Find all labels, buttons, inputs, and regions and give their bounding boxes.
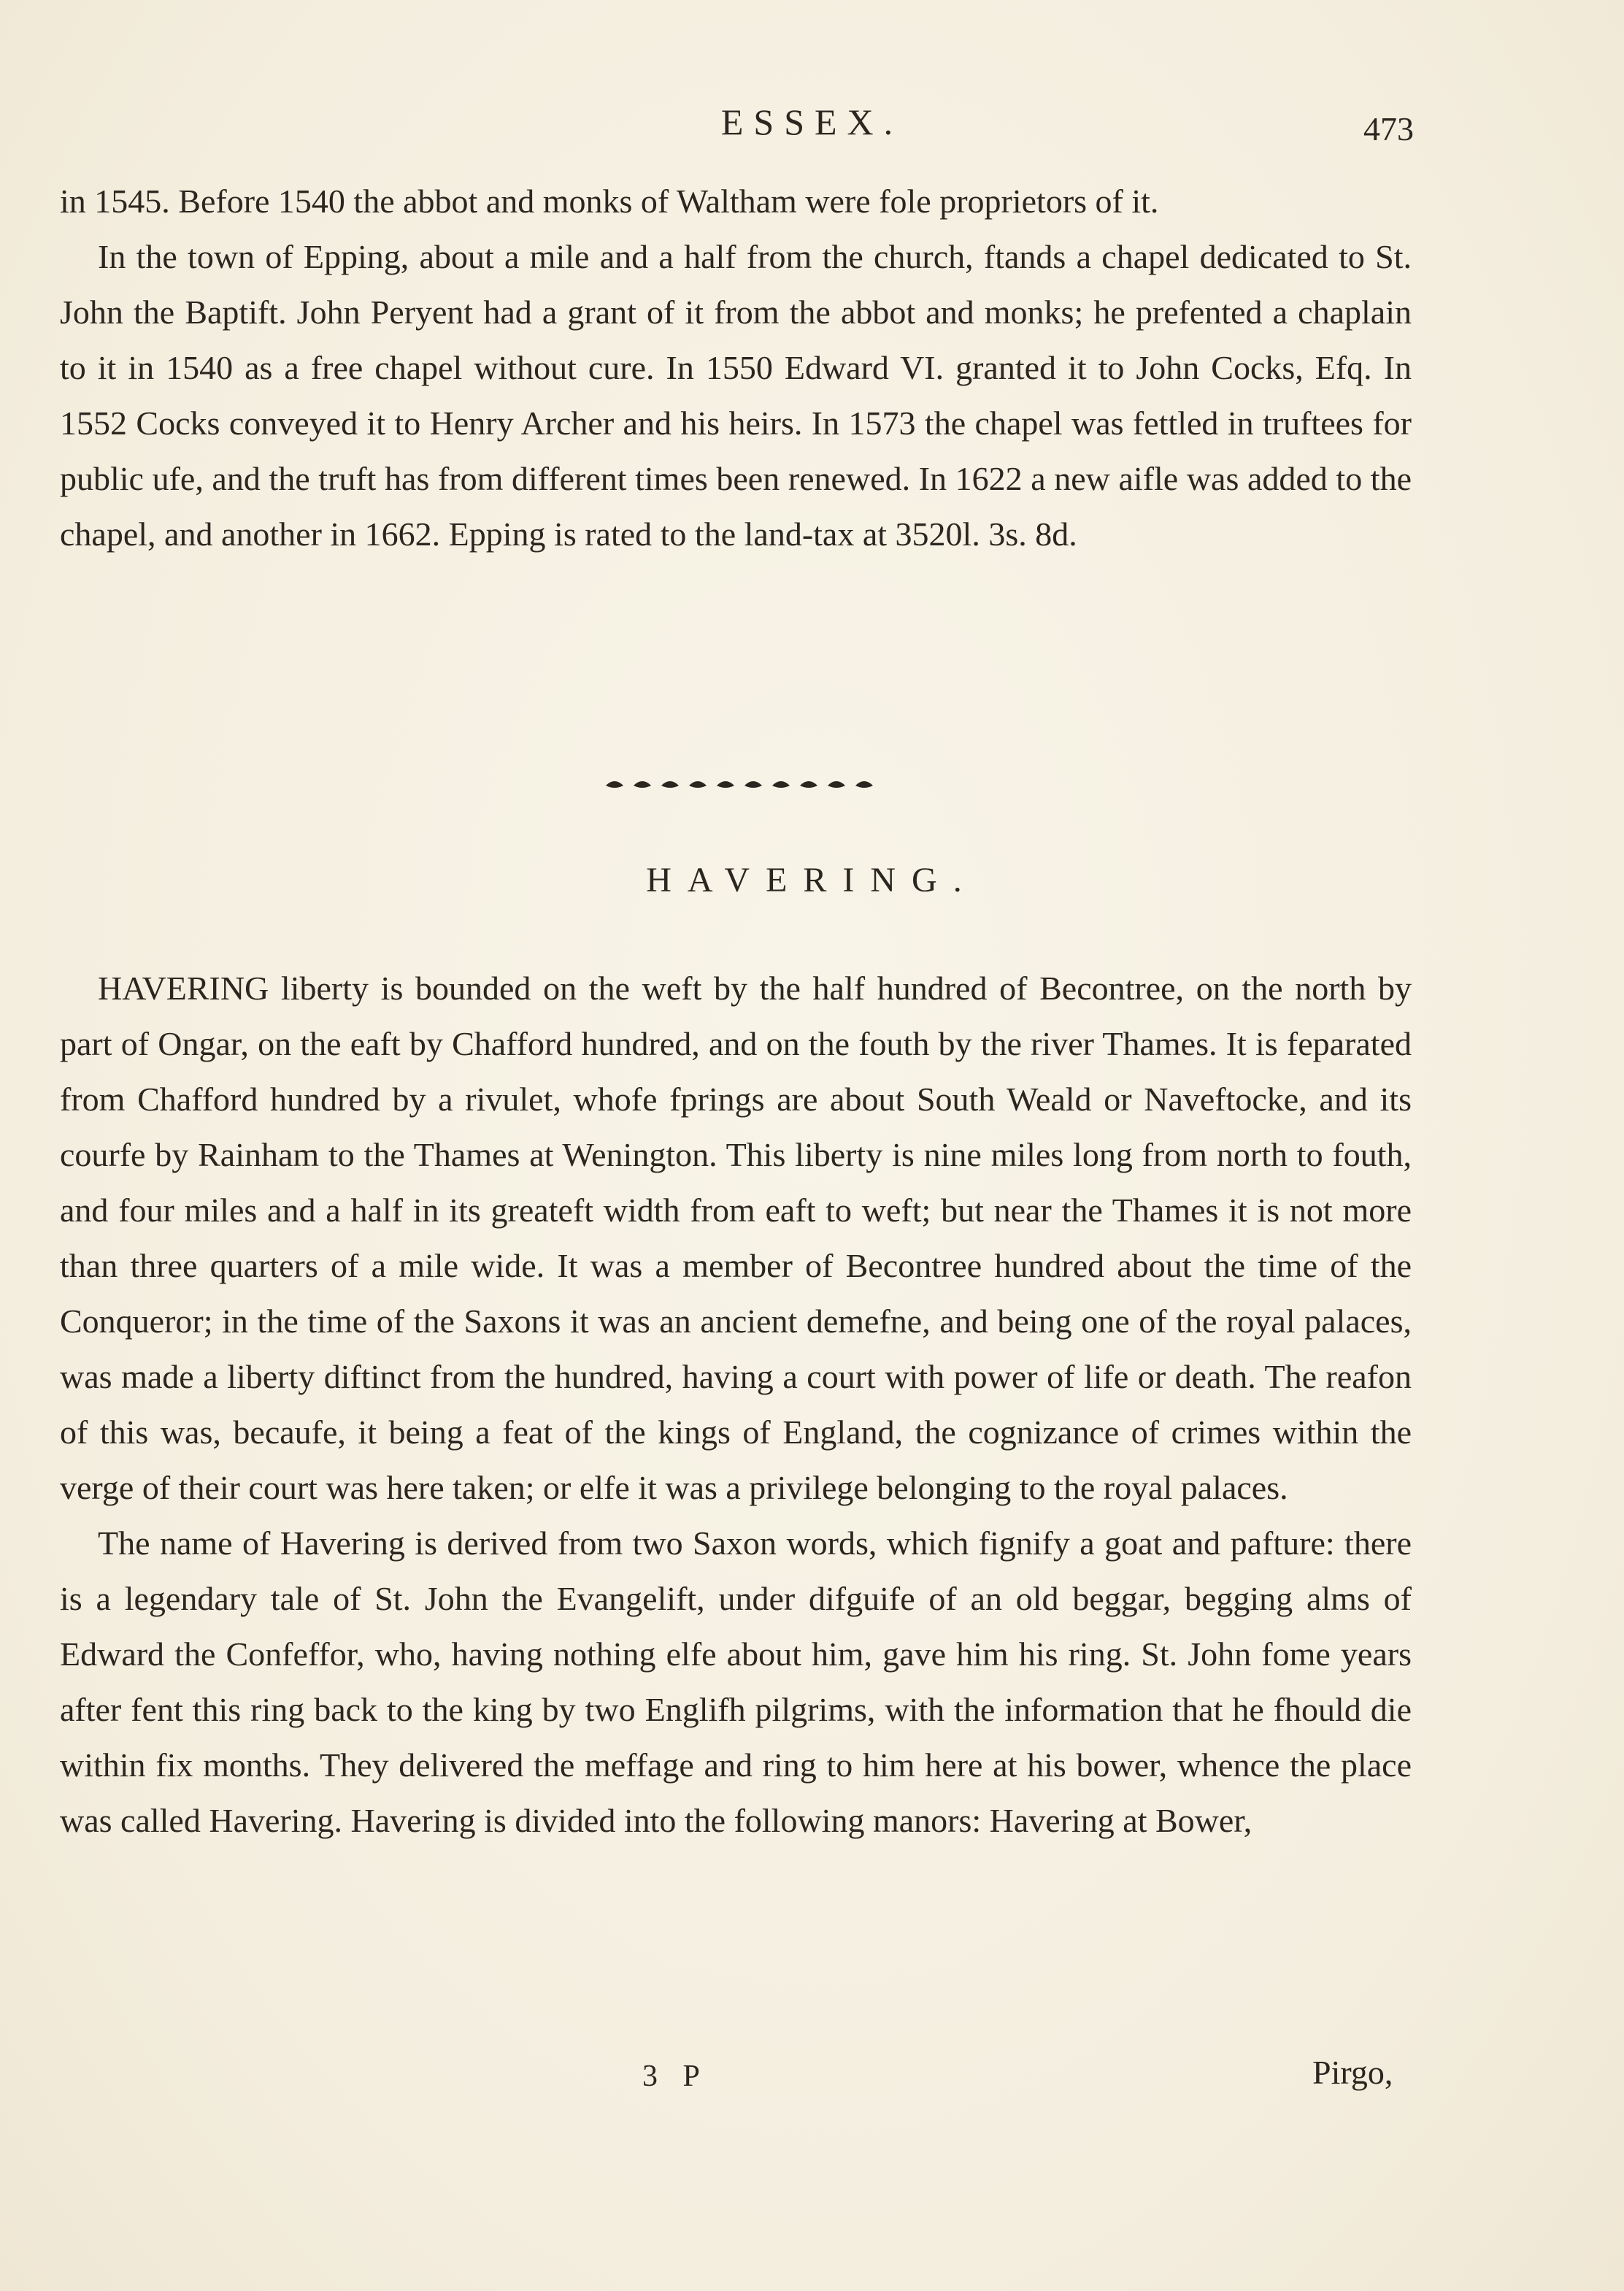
catchword: Pirgo,: [1312, 2054, 1393, 2091]
epping-section: [60, 174, 1412, 562]
havering-paragraph-2: The name of Havering is derived from two Saxon words, which fignify a goat and pafture: there is a legendary tale of St. John the Evangelift, under difguife of an old beggar, begging alms of Edward the Confeffor, who, having nothing elfe about him, gave him his ring. St. John fome years after fent this ring back to the king by two Englifh pilgrims, with the information that he fhould die within fix months. They delivered the meffage and ring to him here at his bower, whence the place was called Havering. Havering is divided into the following manors: Havering at Bower,: [60, 1524, 1412, 1839]
page-number: 473: [1363, 110, 1414, 147]
signature-mark: 3 P: [642, 2060, 709, 2093]
section-title-havering: HAVERING.: [646, 861, 978, 899]
havering-section: [60, 961, 1412, 1849]
havering-paragraph-1: HAVERING liberty is bounded on the weft by the half hundred of Becontree, on the north by part of Ongar, on the eaft by Chafford hundred, and on the fouth by the river Thames. It is feparated from Chafford hundred by a rivulet, whofe fprings are about South Weald or Naveftocke, and its courfe by Rainham to the Thames at Wenington. This liberty is nine miles long from north to fouth, and four miles and a half in its greateft width from eaft to weft; but near the Thames it is not more than three quarters of a mile wide. It was a member of Becontree hundred about the time of the Conqueror; in the time of the Saxons it was an ancient demefne, and being one of the royal palaces, was made a liberty diftinct from the hundred, having a court with power of life or death. The reafon of this was, becaufe, it being a feat of the kings of England, the cognizance of crimes within the verge of their court was here taken; or elfe it was a privilege belonging to the royal palaces.: [60, 970, 1412, 1506]
continuation-text: in 1545. Before 1540 the abbot and monks of Waltham were fole proprietors of it.: [60, 183, 1159, 220]
ornament-divider: [599, 768, 890, 797]
epping-paragraph: In the town of Epping, about a mile and a half from the church, ftands a chapel dedicated to St. John the Baptift. John Peryent had a grant of it from the abbot and monks; he prefented a chaplain to it in 1540 as a free chapel without cure. In 1550 Edward VI. granted it to John Cocks, Efq. In 1552 Cocks conveyed it to Henry Archer and his heirs. In 1573 the chapel was fettled in truftees for public ufe, and the truft has from different times been renewed. In 1622 a new aifle was added to the chapel, and another in 1662. Epping is rated to the land-tax at 3520l. 3s. 8d.: [60, 238, 1412, 553]
running-head: ESSEX.: [720, 101, 904, 142]
